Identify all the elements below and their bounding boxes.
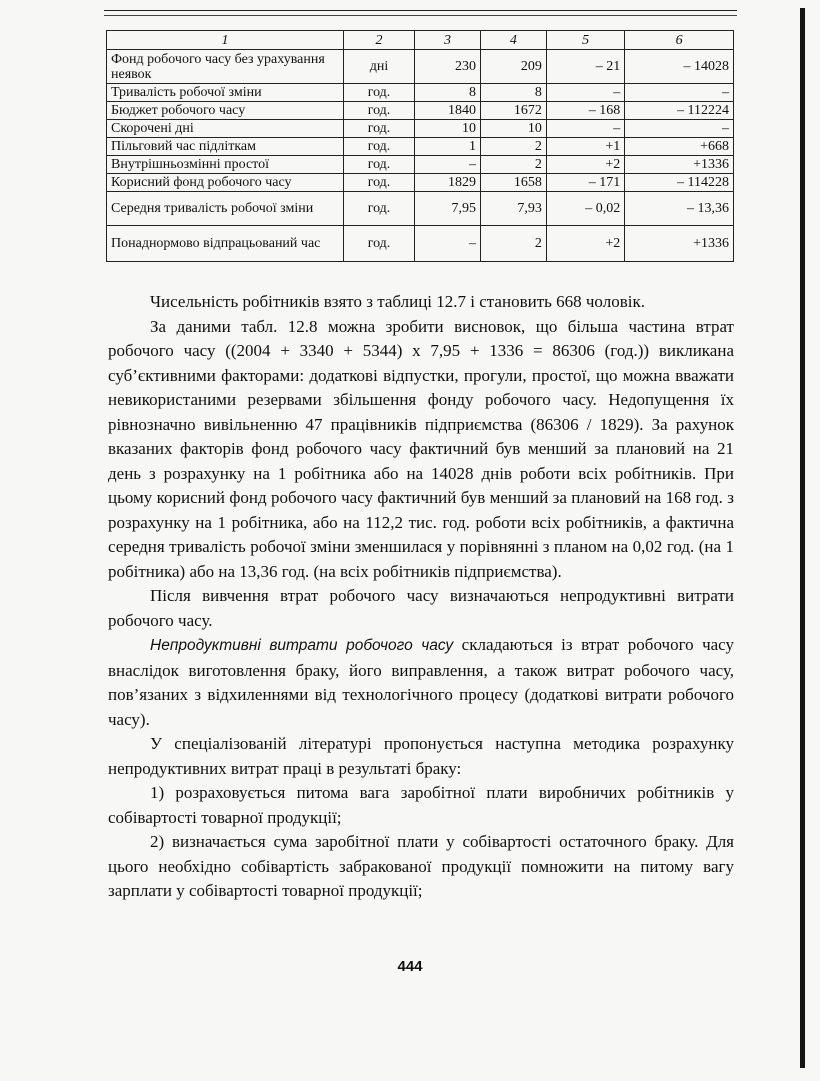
deviation-per-worker-cell: +1 — [546, 138, 624, 156]
paragraph: За даними табл. 12.8 можна зробити висновок, що більша частина втрат робочого часу ((2004 + 3340 + 5344) х 7,95 + 1336 = 86306 (год.)) викликана суб’єктивними факторами: додаткові відпустки, прогули, простої, що можна вважати невикористаними резервами збільшення фонду робочого часу. Недопущення їх рівнозначно вивільненню 47 працівників підприємства (86306 / 1829). За рахунок вказаних факторів фонд робочого часу фактичний був менший за плановий на 21 день з розрахунку на 1 робітника або на 14028 днів роботи всіх робітників. При цьому корисний фонд робочого часу фактичний був менший за плановий на 168 год. з розрахунку на 1 робітника, або на 112,2 тис. год. роботи всіх робітників, а фактична середня тривалість робочої зміни зменшилася у порівнянні з планом на 0,02 год. (на 1 робітника) або на 13,36 год. (на всіх робітників підприємства). — [108, 316, 734, 581]
table-row — [107, 50, 734, 84]
actual-cell: 2 — [480, 226, 546, 262]
actual-cell: 1658 — [480, 174, 546, 192]
deviation-total-cell: +668 — [625, 138, 734, 156]
deviation-per-worker-cell: – — [546, 120, 624, 138]
unit-cell: год. — [344, 102, 415, 120]
defined-term: Непродуктивні витрати робочого часу — [150, 637, 454, 654]
unit-cell: год. — [344, 120, 415, 138]
row-label: Понаднормово відпрацьований час — [107, 226, 344, 262]
paragraph: У спеціалізованій літературі пропонується наступна методика розрахунку непродуктивних витрат праці в результаті браку: — [108, 734, 734, 778]
deviation-total-cell: – 112224 — [625, 102, 734, 120]
top-rule — [104, 10, 737, 11]
table-header-row — [107, 31, 734, 50]
column-header: 6 — [625, 31, 734, 50]
deviation-total-cell: +1336 — [625, 226, 734, 262]
table-row — [107, 84, 734, 102]
paragraph: Чисельність робітників взято з таблиці 12.7 і становить 668 чоловік. — [150, 292, 645, 311]
row-label: Фонд робочого часу без урахування неявок — [107, 50, 344, 84]
column-header: 3 — [415, 31, 481, 50]
deviation-per-worker-cell: +2 — [546, 226, 624, 262]
column-header: 2 — [344, 31, 415, 50]
unit-cell: год. — [344, 138, 415, 156]
deviation-total-cell: – 14028 — [625, 50, 734, 84]
plan-cell: 1829 — [415, 174, 481, 192]
paragraph: 2) визначається сума заробітної плати у собівартості остаточного браку. Для цього необхідно собівартість забракованої продукції помножити на питому вагу зарплати у собівартості товарної продукції; — [108, 832, 734, 900]
actual-cell: 7,93 — [480, 192, 546, 226]
top-rule-thin — [104, 15, 737, 16]
body-text — [108, 290, 734, 904]
paragraph-text: складаються із втрат робочого часу внаслідок виготовлення браку, його виправлення, а також витрат робочого часу, пов’язаних з відхиленнями від технологічного процесу (додаткові витрати робочого часу). — [108, 635, 734, 729]
table-row — [107, 120, 734, 138]
plan-cell: 10 — [415, 120, 481, 138]
row-label: Корисний фонд робочого часу — [107, 174, 344, 192]
deviation-total-cell: – — [625, 84, 734, 102]
deviation-per-worker-cell: – 21 — [546, 50, 624, 84]
deviation-total-cell: – 13,36 — [625, 192, 734, 226]
deviation-total-cell: – — [625, 120, 734, 138]
plan-cell: – — [415, 156, 481, 174]
unit-cell: дні — [344, 50, 415, 84]
table-row — [107, 192, 734, 226]
row-label: Внутрішньозмінні простої — [107, 156, 344, 174]
unit-cell: год. — [344, 174, 415, 192]
column-header: 5 — [546, 31, 624, 50]
paragraph: 1) розраховується питома вага заробітної плати виробничих робітників у собівартості товарної продукції; — [108, 783, 734, 827]
deviation-per-worker-cell: – 0,02 — [546, 192, 624, 226]
column-header: 4 — [480, 31, 546, 50]
row-label: Бюджет робочого часу — [107, 102, 344, 120]
row-label: Середня тривалість робочої зміни — [107, 192, 344, 226]
table-row — [107, 156, 734, 174]
paragraph: Після вивчення втрат робочого часу визначаються непродуктивні витрати робочого часу. — [108, 586, 734, 630]
actual-cell: 2 — [480, 156, 546, 174]
unit-cell: год. — [344, 156, 415, 174]
unit-cell: год. — [344, 192, 415, 226]
row-label: Тривалість робочої зміни — [107, 84, 344, 102]
deviation-per-worker-cell: +2 — [546, 156, 624, 174]
row-label: Скорочені дні — [107, 120, 344, 138]
page-edge-shadow — [800, 8, 805, 1068]
actual-cell: 1672 — [480, 102, 546, 120]
actual-cell: 2 — [480, 138, 546, 156]
plan-cell: 1840 — [415, 102, 481, 120]
actual-cell: 10 — [480, 120, 546, 138]
deviation-per-worker-cell: – 171 — [546, 174, 624, 192]
deviation-per-worker-cell: – — [546, 84, 624, 102]
plan-cell: 8 — [415, 84, 481, 102]
plan-cell: 7,95 — [415, 192, 481, 226]
table-row — [107, 138, 734, 156]
column-header: 1 — [107, 31, 344, 50]
plan-cell: 1 — [415, 138, 481, 156]
plan-cell: 230 — [415, 50, 481, 84]
actual-cell: 8 — [480, 84, 546, 102]
table-row — [107, 102, 734, 120]
actual-cell: 209 — [480, 50, 546, 84]
deviation-total-cell: – 114228 — [625, 174, 734, 192]
table-row — [107, 226, 734, 262]
paragraph — [108, 633, 734, 732]
deviation-total-cell: +1336 — [625, 156, 734, 174]
row-label: Пільговий час підліткам — [107, 138, 344, 156]
unit-cell: год. — [344, 226, 415, 262]
deviation-per-worker-cell: – 168 — [546, 102, 624, 120]
plan-cell: – — [415, 226, 481, 262]
unit-cell: год. — [344, 84, 415, 102]
working-time-table — [106, 30, 734, 262]
page-number: 444 — [397, 958, 423, 975]
table-row — [107, 174, 734, 192]
